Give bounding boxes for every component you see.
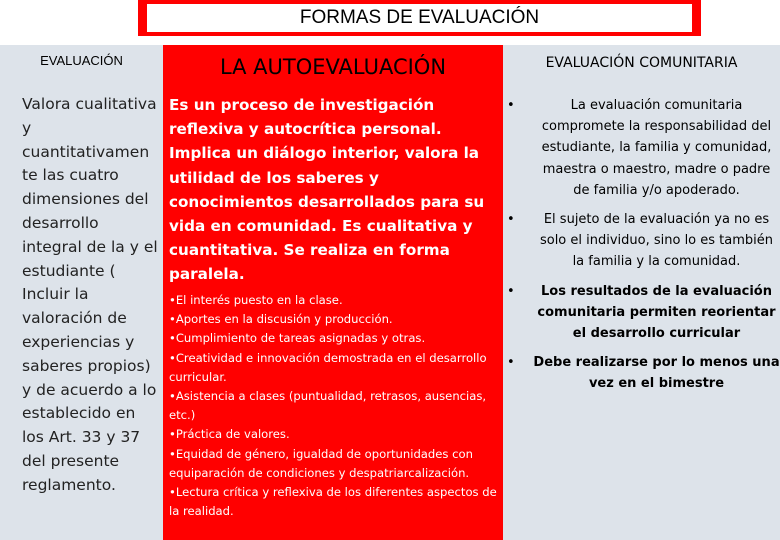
list-item: [503, 209, 780, 273]
column-autoevaluacion: [163, 45, 503, 540]
page-title: FORMAS DE EVALUACIÓN: [147, 4, 692, 32]
criteria-item: •Cumplimiento de tareas asignadas y otras.: [169, 331, 426, 346]
criteria-item: •Asistencia a clases (puntualidad, retrasos, ausencias, etc.): [169, 389, 487, 423]
criteria-item: •Lectura crítica y reflexiva de los diferentes aspectos de la realidad.: [169, 485, 497, 519]
comunitaria-list: [503, 95, 780, 395]
bullet-icon: •: [507, 283, 515, 299]
column-heading-comunitaria: EVALUACIÓN COMUNITARIA: [545, 55, 738, 71]
criteria-list: [169, 291, 499, 521]
title-banner: [138, 0, 701, 36]
list-item: [503, 352, 780, 394]
column-heading-evaluacion: EVALUACIÓN: [40, 53, 123, 68]
list-item: [503, 281, 780, 345]
list-item-text: El sujeto de la evaluación ya no es solo el individuo, sino lo es también la familia y la comunidad.: [539, 212, 774, 270]
criteria-item: •Creatividad e innovación demostrada en el desarrollo curricular.: [169, 350, 487, 384]
list-item-text: Los resultados de la evaluación comunitaria permiten reorientar el desarrollo curricular: [537, 283, 776, 342]
column-text-autoevaluacion: Es un proceso de investigación reflexiva y autocrítica personal. Implica un diálogo interior, valora la utilidad de los saberes y conocimientos desarrollados para su vida en comunidad. Es cualitativa y cuantitativa. Se realiza en forma paralela.: [169, 96, 485, 284]
criteria-item: •El interés puesto en la clase.: [169, 293, 343, 307]
list-item-text: La evaluación comunitaria compromete la responsabilidad del estudiante, la familia y comunidad, maestra o maestro, madre o padre de familia y/o apoderado.: [541, 98, 772, 198]
list-item: [503, 95, 780, 201]
list-item-text: Debe realizarse por lo menos una vez en el bimestre: [533, 355, 780, 392]
column-comunitaria: [503, 45, 780, 540]
column-heading-autoevaluacion: LA AUTOEVALUACIÓN: [219, 55, 447, 79]
column-text-evaluacion: Valora cualitativa y cuantitativamen te las cuatro dimensiones del desarrollo integral de la y el estudiante ( Incluir la valoración de experiencias y saberes propios) y de acuerdo a lo establecido en los Art. 33 y 37 del presente reglamento.: [22, 95, 158, 494]
bullet-icon: •: [507, 98, 515, 113]
criteria-item: •Equidad de género, igualdad de oportunidades con equiparación de condiciones y despatriarcalización.: [169, 446, 473, 480]
bullet-icon: •: [507, 355, 515, 371]
criteria-item: •Práctica de valores.: [169, 427, 290, 442]
column-evaluacion: [0, 45, 163, 540]
criteria-item: •Aportes en la discusión y producción.: [169, 312, 393, 327]
bullet-icon: •: [507, 212, 515, 228]
